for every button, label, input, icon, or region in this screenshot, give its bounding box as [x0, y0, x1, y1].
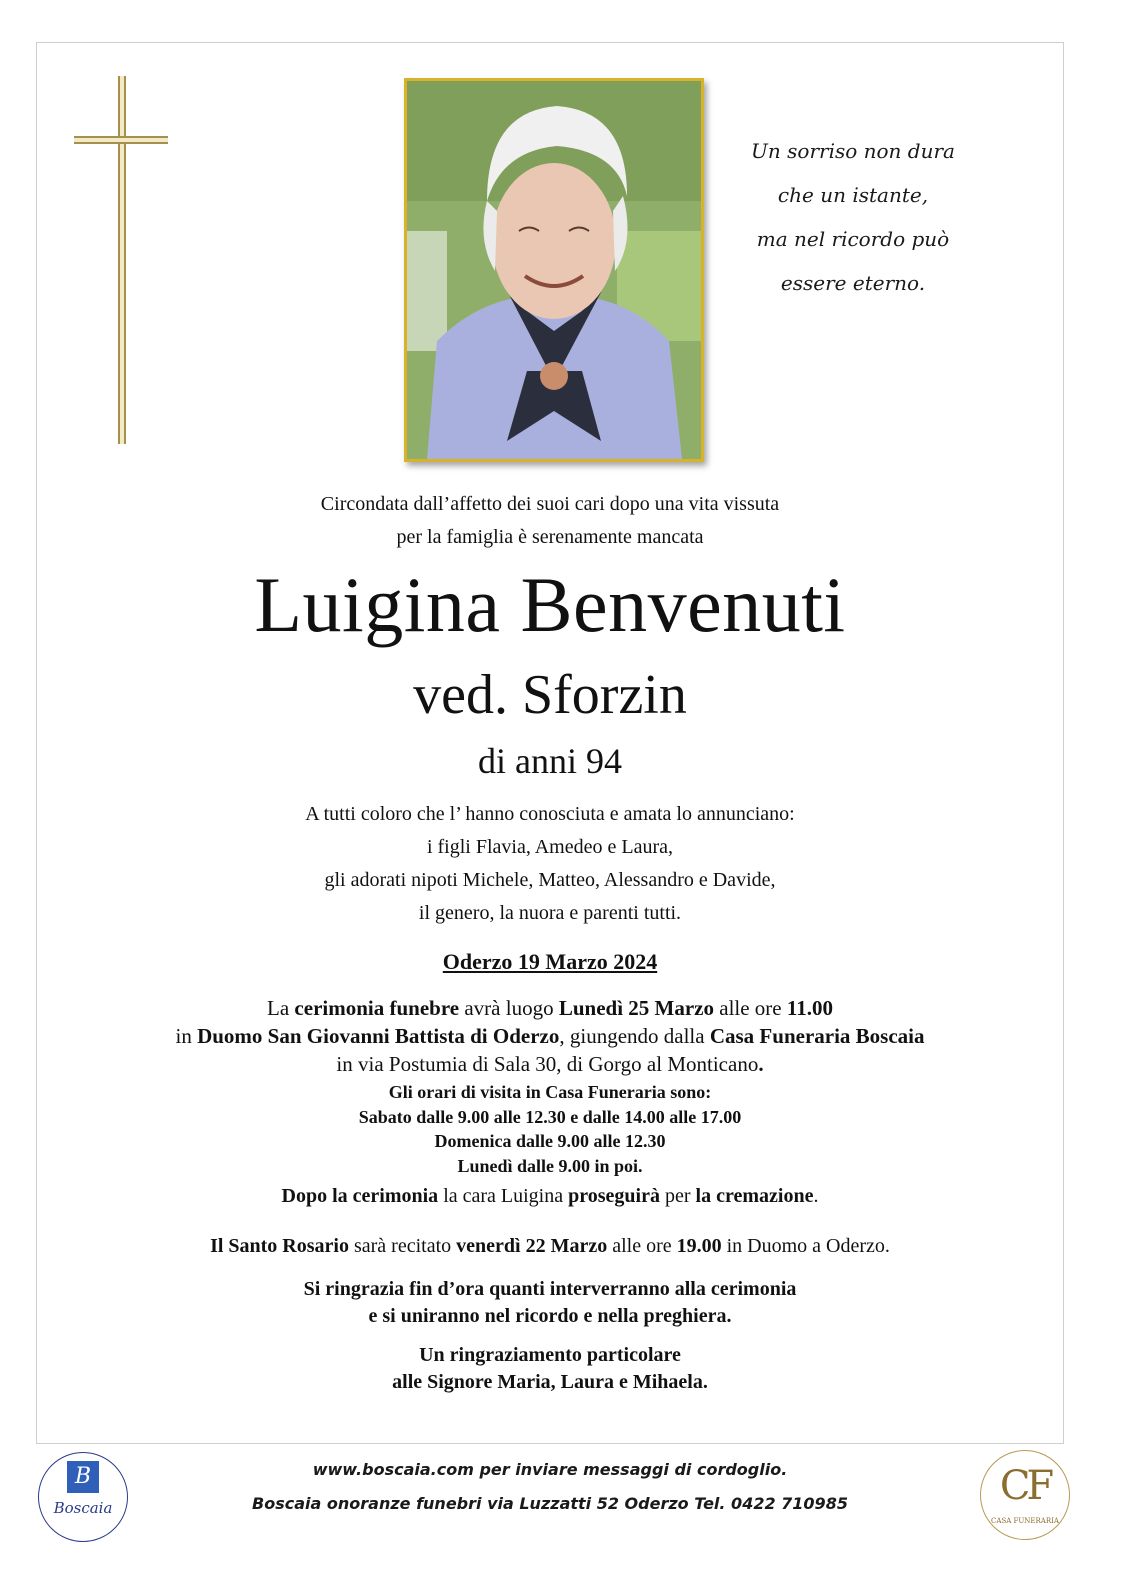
portrait-photo	[404, 78, 704, 462]
casa-funeraria-logo	[980, 1450, 1070, 1540]
ceremony-line: in Duomo San Giovanni Battista di Oderzo, giungendo dalla Casa Funeraria Boscaia	[175, 1024, 925, 1048]
visits-line: Domenica dalle 9.00 alle 12.30	[434, 1131, 666, 1151]
family-line: i figli Flavia, Amedeo e Laura,	[426, 836, 674, 858]
boscaia-wordmark: Boscaia	[53, 1499, 113, 1517]
place-date: Oderzo 19 Marzo 2024	[442, 949, 658, 974]
ceremony-details	[36, 994, 1064, 1078]
special-thanks-line: Un ringraziamento particolare	[419, 1344, 681, 1366]
intro-line: Circondata dall’affetto dei suoi cari dopo una vita vissuta	[320, 493, 780, 515]
quote-line: ma nel ricordo può	[756, 227, 950, 251]
visits-line: Gli orari di visita in Casa Funeraria sono:	[388, 1082, 712, 1102]
quote-line: che un istante,	[777, 183, 929, 207]
thanks-line: Si ringrazia fin d’ora quanti interverranno alla cerimonia	[303, 1278, 797, 1300]
deceased-widow-of: ved. Sforzin	[413, 664, 687, 726]
visits-line: Lunedì dalle 9.00 in poi.	[457, 1155, 643, 1176]
thanks-line: e si uniranno nel ricordo e nella preghiera.	[368, 1305, 732, 1327]
special-thanks-note	[36, 1342, 1064, 1396]
intro-line: per la famiglia è serenamente mancata	[396, 526, 704, 548]
footer-website[interactable]: www.boscaia.com per inviare messaggi di cordoglio.	[312, 1460, 788, 1479]
rosary-note: Il Santo Rosario sarà recitato venerdì 22 Marzo alle ore 19.00 in Duomo a Oderzo.	[210, 1235, 890, 1257]
after-ceremony-note: Dopo la cerimonia la cara Luigina proseguirà per la cremazione.	[281, 1185, 819, 1207]
family-line: gli adorati nipoti Michele, Matteo, Alessandro e Davide,	[324, 869, 776, 891]
special-thanks-line: alle Signore Maria, Laura e Mihaela.	[392, 1371, 708, 1393]
deceased-age: di anni 94	[478, 741, 622, 781]
portrait-image	[407, 81, 701, 459]
boscaia-monogram: B	[67, 1461, 99, 1493]
cf-subtitle: CASA FUNERARIA	[991, 1517, 1059, 1525]
footer-address: Boscaia onoranze funebri via Luzzatti 52 Oderzo Tel. 0422 710985	[252, 1494, 848, 1513]
ceremony-line: La cerimonia funebre avrà luogo Lunedì 25 Marzo alle ore 11.00	[267, 996, 833, 1020]
deceased-name: Luigina Benvenuti	[254, 561, 846, 648]
memorial-quote	[738, 136, 968, 312]
cross-icon	[74, 76, 168, 444]
boscaia-logo	[38, 1452, 128, 1542]
visiting-hours	[36, 1080, 1064, 1178]
quote-line: essere eterno.	[780, 271, 926, 295]
family-announcement	[36, 798, 1064, 930]
intro-text	[36, 488, 1064, 554]
visits-line: Sabato dalle 9.00 alle 12.30 e dalle 14.00 alle 17.00	[358, 1106, 742, 1127]
family-line: A tutti coloro che l’ hanno conosciuta e amata lo annunciano:	[305, 803, 795, 825]
family-line: il genero, la nuora e parenti tutti.	[418, 902, 682, 924]
ceremony-line: in via Postumia di Sala 30, di Gorgo al Monticano.	[336, 1052, 764, 1076]
quote-line: Un sorriso non dura	[751, 139, 955, 163]
cf-monogram: CF	[999, 1463, 1051, 1509]
thanks-note	[36, 1276, 1064, 1330]
